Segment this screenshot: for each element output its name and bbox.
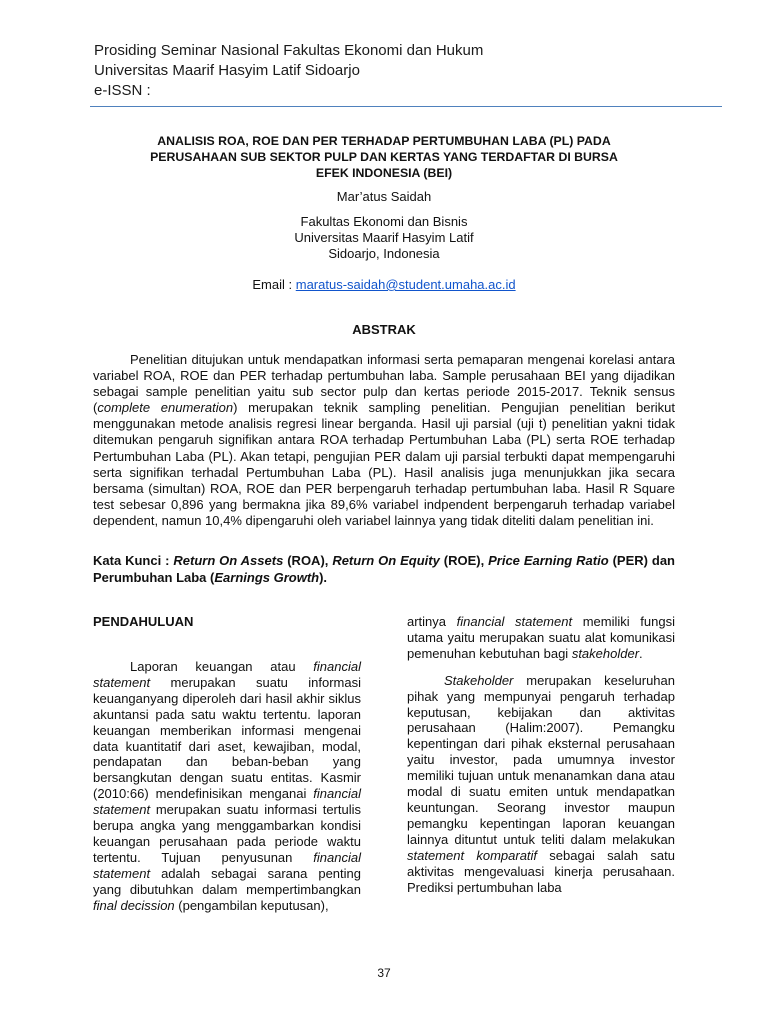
- section-heading: PENDAHULUAN: [93, 614, 194, 629]
- email-link[interactable]: maratus-saidah@student.umaha.ac.id: [295, 277, 516, 292]
- title-line-2: PERUSAHAAN SUB SEKTOR PULP DAN KERTAS YANG TERDAFTAR DI BURSA: [150, 150, 618, 164]
- abstract-italic-term: complete enumeration: [97, 400, 234, 416]
- text-run: merupakan suatu informasi tertulis berupa angka yang menggambarkan kondisi keuangan perusahaan pada periode waktu tertentu. Tujuan penyusunan: [93, 802, 361, 865]
- italic-term: statement komparatif: [407, 847, 538, 863]
- italic-term: final decission: [93, 897, 175, 913]
- author-name: Mar’atus Saidah: [336, 189, 432, 204]
- text-run: artinya: [407, 614, 457, 629]
- italic-term: financial statement: [93, 786, 361, 818]
- keywords: [93, 553, 675, 586]
- page-number: 37: [377, 966, 391, 980]
- text-run: merupakan suatu informasi keuanganyang diperoleh dari hasil akhir siklus akuntansi pada satu waktu tertentu. laporan keuangan memberikan informasi mengenai data kuantitatif dari aset, kewajiban, modal, pendapatan dan beban-beban yang bersangkutan dengan suatu entitas. Kasmir (2010:66) mendefinisikan menganai: [93, 674, 361, 802]
- header-line-3: e-ISSN :: [94, 82, 151, 99]
- header-line-1: Prosiding Seminar Nasional Fakultas Ekonomi dan Hukum: [94, 42, 484, 59]
- right-paragraph-2: [407, 673, 675, 896]
- keyword-1: Return On Assets: [173, 553, 284, 568]
- left-paragraph: [93, 659, 361, 914]
- email-label: Email :: [252, 277, 296, 292]
- abstract-text: [93, 352, 675, 529]
- affiliation-line-2: Universitas Maarif Hasyim Latif: [294, 230, 474, 245]
- text-run: memiliki fungsi utama yaitu merupakan suatu alat komunikasi pemenuhan kebutuhan bagi: [407, 614, 675, 661]
- header-divider: [90, 106, 722, 107]
- text-run: adalah sebagai sarana penting yang dibutuhkan dalam mempertimbangkan: [93, 865, 361, 897]
- italic-term: Stakeholder: [444, 672, 514, 688]
- header-line-2: Universitas Maarif Hasyim Latif Sidoarjo: [94, 62, 360, 79]
- abstract-part-2: ) merupakan teknik sampling penelitian. Pengujian penelitian berikut menggunakan metode analisis regresi linear berganda. Hasil uji parsial (uji t) penelitian yakni tidak ditemukan pengaruh signifikan antara ROA terhadap Pertumbuhan Laba (PL) serta ROE terhadap Pertumbuhan Laba (PL). Akan tetapi, pengujian PER dalam uji parsial terbukti dapat mempengaruhi serta signifikan terhadal Pertumbuhan Laba (PL). Hasil analisis juga menunjukkan jika secara bersama (simultan) ROA, ROE dan PER berpengaruh terhadap pertumbuhan laba. Hasil R Square test sebesar 0,896 yang bermakna jika 89,6% variabel indpendent berpengaruh terhadap variabel dependent, namun 10,4% dipengaruhi oleh variabel lainnya yang tidak diteliti dalam penelitian ini.: [93, 400, 676, 528]
- keyword-2: Return On Equity: [332, 553, 440, 568]
- title-line-1: ANALISIS ROA, ROE DAN PER TERHADAP PERTUMBUHAN LABA (PL) PADA: [157, 134, 611, 148]
- affiliation-line-1: Fakultas Ekonomi dan Bisnis: [300, 214, 468, 229]
- email-line: [100, 277, 668, 293]
- keyword-sep-4: ).: [319, 569, 328, 585]
- left-column: [93, 659, 361, 914]
- text-run: merupakan keseluruhan pihak yang mempunyai pengaruh terhadap keputusan, kebijakan dan aktivitas perusahaan (Halim:2007). Pemangku kepentingan dari pihak eksternal perusahaan yaitu investor, pada umumnya investor memiliki tujuan untuk menanamkan dana atau modal di suatu emiten untuk mendapatkan keuntungan. Seorang investor maupun pemangku kepentingan laporan keuangan lainnya dituntut untuk teliti dalam melakukan: [407, 672, 675, 847]
- paper-title: [100, 133, 668, 181]
- keyword-sep-1: (ROA),: [283, 553, 333, 568]
- text-run: .: [639, 645, 643, 661]
- text-run: Laporan keuangan atau: [130, 659, 314, 674]
- text-run: (pengambilan keputusan),: [174, 897, 329, 913]
- italic-term: financial statement: [93, 659, 361, 690]
- affiliation-line-3: Sidoarjo, Indonesia: [328, 246, 440, 261]
- keyword-sep-3: (PER) dan Perumbuhan Laba (: [93, 553, 675, 585]
- keyword-sep-2: (ROE),: [439, 553, 489, 568]
- running-header: [94, 41, 483, 101]
- paragraph-gap: [407, 662, 675, 673]
- italic-term: financial statement: [456, 614, 573, 629]
- italic-term: stakeholder: [571, 645, 640, 661]
- abstract-heading: ABSTRAK: [352, 322, 416, 337]
- abstract-part-1: Penelitian ditujukan untuk mendapatkan informasi serta pemaparan mengenai korelasi antara variabel ROA, ROE dan PER terhadap pertumbuhan laba. Sample perusahaan BEI yang dijadikan sebagai sample penelitian yaitu sub sector pulp dan kertas periode 2015-2017. Teknik sensus (: [93, 352, 675, 416]
- keyword-3: Price Earning Ratio: [488, 553, 609, 568]
- affiliation: [100, 214, 668, 262]
- right-column: [407, 614, 675, 895]
- right-paragraph-1: [407, 614, 675, 662]
- keywords-label: Kata Kunci :: [93, 553, 174, 568]
- keyword-4: Earnings Growth: [214, 569, 320, 585]
- italic-term: financial statement: [93, 849, 361, 881]
- title-line-3: EFEK INDONESIA (BEI): [315, 166, 453, 180]
- text-run: sebagai salah satu aktivitas mengevaluasi kinerja perusahaan. Prediksi pertumbuhan laba: [407, 847, 675, 895]
